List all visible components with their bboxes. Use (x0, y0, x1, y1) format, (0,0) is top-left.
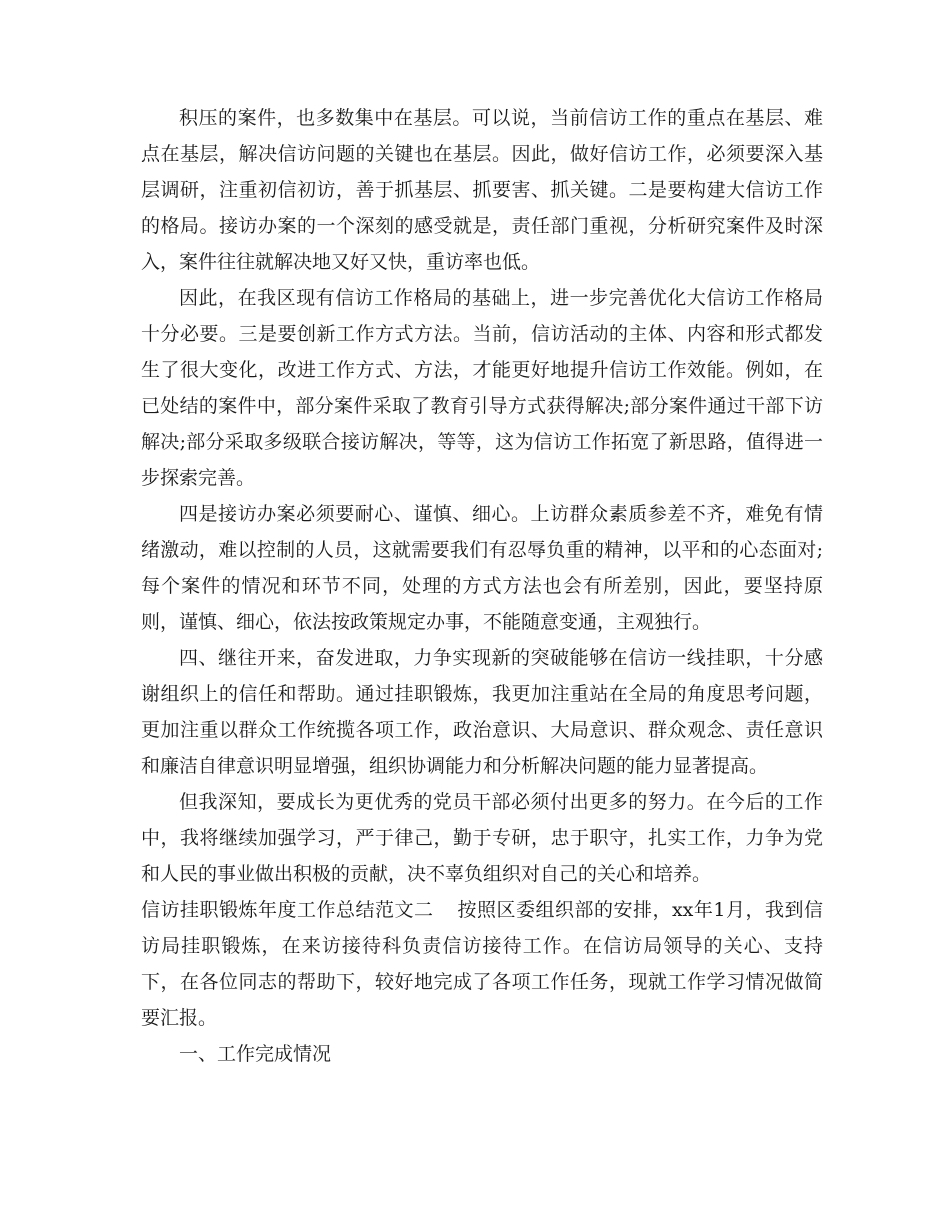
paragraph: 四、继往开来，奋发进取，力争实现新的突破能够在信访一线挂职，十分感谢组织上的信任和帮助。通过挂职锻炼，我更加注重站在全局的角度思考问题，更加注重以群众工作统揽各项工作，政治意识、大局意识、群众观念、责任意识和廉洁自律意识明显增强，组织协调能力和分析解决问题的能力显著提高。 (141, 647, 823, 777)
section-heading: 一、工作完成情况 (179, 1043, 332, 1065)
paragraph: 四是接访办案必须要耐心、谨慎、细心。上访群众素质参差不齐，难免有情绪激动，难以控制的人员，这就需要我们有忍辱负重的精神，以平和的心态面对;每个案件的情况和环节不同，处理的方式方法也会有所差别，因此，要坚持原则，谨慎、细心，依法按政策规定办事，不能随意变通，主观独行。 (141, 503, 823, 633)
paragraph: 积压的案件，也多数集中在基层。可以说，当前信访工作的重点在基层、难点在基层，解决信访问题的关键也在基层。因此，做好信访工作，必须要深入基层调研，注重初信初访，善于抓基层、抓要害、抓关键。二是要构建大信访工作的格局。接访办案的一个深刻的感受就是，责任部门重视，分析研究案件及时深入，案件往往就解决地又好又快，重访率也低。 (141, 107, 823, 273)
paragraph: 但我深知，要成长为更优秀的党员干部必须付出更多的努力。在今后的工作中，我将继续加强学习，严于律己，勤于专研，忠于职守，扎实工作，力争为党和人民的事业做出积极的贡献，决不辜负组织对自己的关心和培养。 (141, 791, 823, 885)
section-title: 信访挂职锻炼年度工作总结范文二 (141, 899, 434, 921)
section-intro-paragraph (141, 892, 823, 1036)
document-body (141, 100, 823, 1072)
section-intro-text: 按照区委组织部的安排，xx年1月，我到信访局挂职锻炼，在来访接待科负责信访接待工作。在信访局领导的关心、支持下，在各位同志的帮助下，较好地完成了各项工作任务，现就工作学习情况做简要汇报。 (141, 899, 823, 1029)
paragraph: 因此，在我区现有信访工作格局的基础上，进一步完善优化大信访工作格局十分必要。三是要创新工作方式方法。当前，信访活动的主体、内容和形式都发生了很大变化，改进工作方式、方法，才能更好地提升信访工作效能。例如，在已处结的案件中，部分案件采取了教育引导方式获得解决;部分案件通过干部下访解决;部分采取多级联合接访解决，等等，这为信访工作拓宽了新思路，值得进一步探索完善。 (141, 287, 823, 489)
